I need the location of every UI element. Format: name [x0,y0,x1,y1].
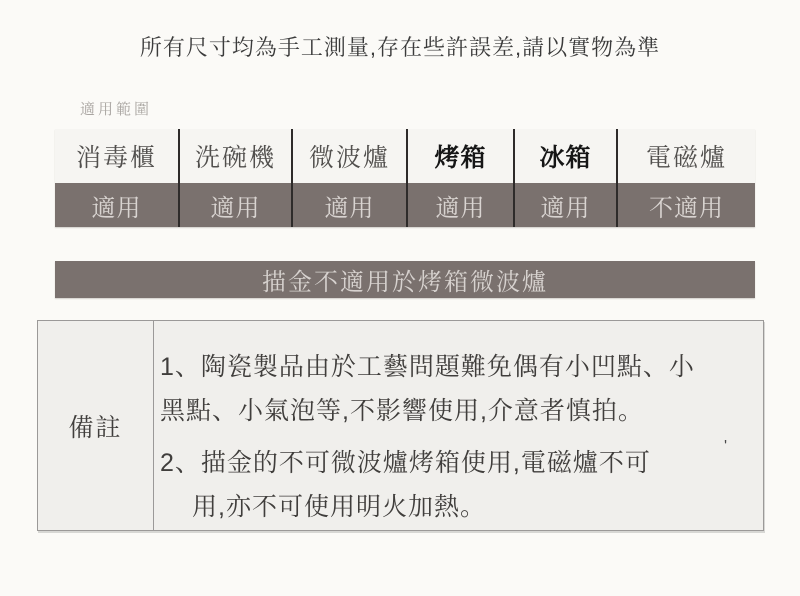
column-value: 適用 [55,183,178,227]
column-header: 電磁爐 [618,129,755,183]
disclaimer-text: 所有尺寸均為手工測量,存在些許誤差,請以實物為準 [139,35,661,60]
section-label: 適用範圍 [80,101,153,118]
table-column-dishwasher [178,129,291,227]
notes-content [154,321,763,530]
column-header: 消毒櫃 [55,129,178,183]
notes-box [37,320,764,531]
column-value: 不適用 [618,183,755,227]
column-header: 冰箱 [515,129,616,183]
table-column-induction [616,129,755,227]
column-value: 適用 [408,183,513,227]
column-value: 適用 [515,183,616,227]
note-line: 1、陶瓷製品由於工藝問題難免偶有小凹點、小 [160,353,695,381]
column-header: 微波爐 [293,129,406,183]
notes-label: 備註 [38,321,154,530]
note-line: 2、描金的不可微波爐烤箱使用,電磁爐不可 [160,449,651,477]
column-header: 烤箱 [408,129,513,183]
column-value: 適用 [293,183,406,227]
notice-banner: 描金不適用於烤箱微波爐 [55,261,755,298]
column-value: 適用 [180,183,291,227]
applicability-table [55,129,755,227]
note-line: 用,亦不可使用明火加熱。 [192,493,486,521]
table-column-oven [406,129,513,227]
table-column-sterilizer [55,129,178,227]
table-column-fridge [513,129,616,227]
table-column-microwave [291,129,406,227]
stray-mark: ' [724,438,728,455]
column-header: 洗碗機 [180,129,291,183]
note-line: 黑點、小氣泡等,不影響使用,介意者慎拍。 [160,397,644,425]
